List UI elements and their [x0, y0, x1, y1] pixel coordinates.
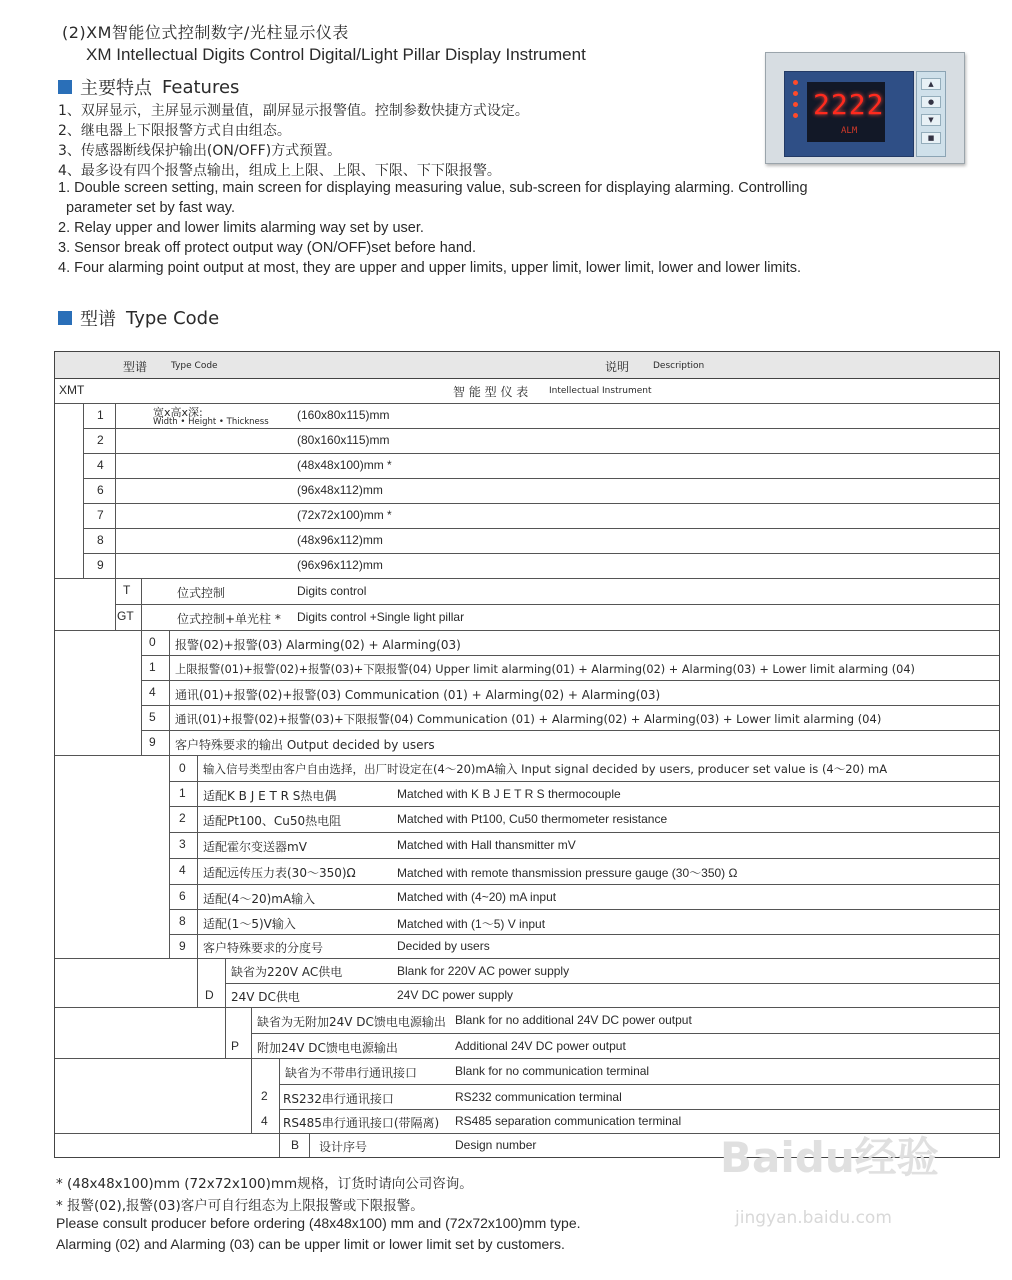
features-heading: 主要特点 Features	[58, 74, 239, 100]
page-title-en: XM Intellectual Digits Control Digital/Light Pillar Display Instrument	[86, 45, 586, 64]
instrument-photo	[765, 52, 965, 164]
note-cn-1: * (48x48x100)mm (72x72x100)mm规格，订货时请向公司咨询。	[56, 1176, 473, 1192]
page-title-cn: (2)XM智能位式控制数字/光柱显示仪表	[62, 23, 349, 42]
section-square-icon	[58, 311, 72, 325]
table-row: 9 客户特殊要求的分度号 Decided by users	[55, 934, 999, 959]
table-row: 4 通讯(01)+报警(02)+报警(03) Communication (01) + Alarming(02) + Alarming(03)	[141, 680, 999, 706]
table-divider	[279, 1133, 280, 1157]
typecode-heading: 型谱 Type Code	[58, 305, 219, 331]
note-en-2: Alarming (02) and Alarming (03) can be upper limit or lower limit set by customers.	[56, 1236, 565, 1252]
table-row: T 位式控制 Digits control	[115, 578, 999, 605]
indicator-leds	[793, 80, 801, 124]
type-code-table	[54, 351, 1000, 1158]
table-row: 4 (48x48x100)mm *	[83, 453, 999, 479]
instrument-display	[807, 82, 885, 142]
table-divider	[115, 578, 116, 630]
table-row: 2 (80x160x115)mm	[83, 428, 999, 454]
table-row: P 附加24V DC馈电电源输出 Additional 24V DC power output	[55, 1033, 999, 1059]
table-row: XMT 智 能 型 仪 表 Intellectual Instrument	[55, 378, 999, 404]
table-row: 缺省为无附加24V DC馈电电源输出 Blank for no additional 24V DC power output	[251, 1007, 999, 1034]
table-row: 缺省为不带串行通讯接口 Blank for no communication terminal	[279, 1058, 999, 1085]
baidu-watermark-url: jingyan.baidu.com	[735, 1208, 892, 1228]
feature-cn-2: 2、继电器上下限报警方式自由组态。	[58, 123, 291, 139]
display-sub-label: ALM	[841, 126, 858, 136]
table-row: 4 适配远传压力表(30～350)Ω Matched with remote thansmission pressure gauge (30～350) Ω	[169, 858, 999, 885]
feature-en-1: 1. Double screen setting, main screen for displaying measuring value, sub-screen for displaying alarming. Controlling	[58, 180, 808, 196]
table-row: 9 (96x96x112)mm	[55, 553, 999, 579]
enter-key-icon: ■	[921, 132, 941, 144]
table-divider	[309, 1133, 310, 1157]
table-divider	[83, 403, 84, 578]
feature-en-1b: parameter set by fast way.	[66, 200, 235, 216]
table-divider	[169, 755, 170, 958]
table-row: 6 (96x48x112)mm	[83, 478, 999, 504]
table-divider	[251, 1058, 252, 1133]
table-divider	[197, 755, 198, 958]
table-divider	[115, 403, 116, 578]
table-row: 2 适配Pt100、Cu50热电阻 Matched with Pt100, Cu50 thermometer resistance	[169, 806, 999, 833]
table-divider	[225, 1007, 226, 1058]
table-row: 8 (48x96x112)mm	[83, 528, 999, 554]
table-row: 7 (72x72x100)mm *	[83, 503, 999, 529]
table-divider	[197, 958, 198, 1007]
set-key-icon: ●	[921, 96, 941, 108]
table-row: 8 适配(1～5)V输入 Matched with (1～5) V input	[169, 909, 999, 935]
display-digits: 2222	[813, 88, 885, 121]
table-row: 6 适配(4～20)mA输入 Matched with (4~20) mA input	[169, 884, 999, 910]
table-row: 0 输入信号类型由客户自由选择，出厂时设定在(4～20)mA输入 Input signal decided by users, producer set value is (4～20) mA	[169, 755, 999, 782]
table-divider	[141, 630, 142, 755]
instrument-keypad	[916, 71, 946, 157]
table-row: 缺省为220V AC供电 Blank for 220V AC power supply	[225, 958, 999, 984]
instrument-front-panel	[784, 71, 914, 157]
feature-en-4: 4. Four alarming point output at most, they are upper and upper limits, upper limit, lower limit, lower and lower limits.	[58, 260, 802, 276]
table-header: 型谱 Type Code 说明 Description	[55, 352, 999, 379]
table-row: 1 上限报警(01)+报警(02)+报警(03)+下限报警(04) Upper limit alarming(01) + Alarming(02) + Alarming(03) + Lower limit alarming (04)	[141, 655, 999, 681]
table-row: 3 适配霍尔变送器mV Matched with Hall thansmitter mV	[169, 832, 999, 859]
feature-en-3: 3. Sensor break off protect output way (ON/OFF)set before hand.	[58, 240, 477, 256]
down-key-icon: ▼	[921, 114, 941, 126]
feature-cn-3: 3、传感器断线保护输出(ON/OFF)方式预置。	[58, 143, 342, 159]
feature-cn-1: 1、双屏显示，主屏显示测量值，副屏显示报警值。控制参数快捷方式设定。	[58, 103, 529, 119]
note-cn-2: * 报警(02),报警(03)客户可自行组态为上限报警或下限报警。	[56, 1198, 424, 1214]
table-row: 2 RS232串行通讯接口 RS232 communication terminal	[279, 1084, 999, 1110]
note-en-1: Please consult producer before ordering (48x48x100) mm and (72x72x100)mm type.	[56, 1215, 581, 1231]
table-divider	[251, 1007, 252, 1058]
feature-en-2: 2. Relay upper and lower limits alarming way set by user.	[58, 220, 424, 236]
table-divider	[141, 578, 142, 630]
table-divider	[225, 958, 226, 1007]
table-row: 1 宽x高x深: Width • Height • Thickness (160x80x115)mm	[83, 403, 999, 429]
table-divider	[279, 1058, 280, 1133]
up-key-icon: ▲	[921, 78, 941, 90]
table-row: 5 通讯(01)+报警(02)+报警(03)+下限报警(04) Communication (01) + Alarming(02) + Alarming(03) + Lower limit alarming (04)	[141, 705, 999, 731]
table-row: D 24V DC供电 24V DC power supply	[55, 983, 999, 1008]
section-square-icon	[58, 80, 72, 94]
baidu-watermark-logo: Baidu经验	[720, 1133, 939, 1182]
table-divider	[169, 630, 170, 755]
feature-cn-4: 4、最多设有四个报警点输出，组成上上限、上限、下限、下下限报警。	[58, 163, 501, 179]
table-row: 0 报警(02)+报警(03) Alarming(02) + Alarming(03)	[141, 630, 999, 656]
table-row: B 设计序号 Design number	[291, 1138, 537, 1154]
table-row: 4 RS485串行通讯接口(带隔离) RS485 separation communication terminal	[55, 1109, 999, 1134]
table-row: GT 位式控制+单光柱 * Digits control +Single light pillar	[55, 604, 999, 631]
table-row: 9 客户特殊要求的输出 Output decided by users	[55, 730, 999, 756]
table-row: 1 适配K B J E T R S热电偶 Matched with K B J E T R S thermocouple	[169, 781, 999, 807]
